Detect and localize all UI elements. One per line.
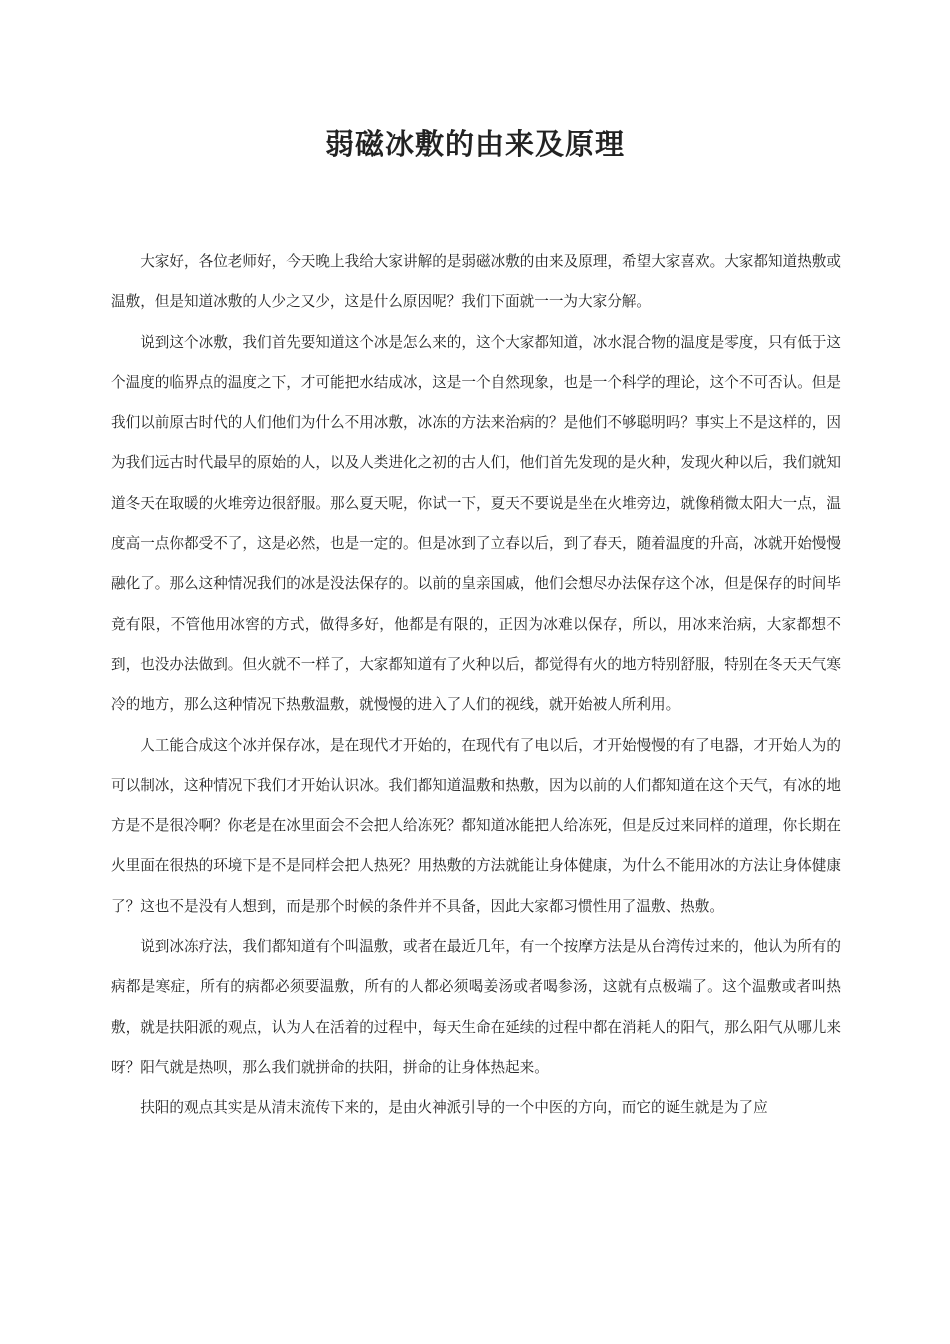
paragraph: 说到这个冰敷，我们首先要知道这个冰是怎么来的，这个大家都知道，冰水混合物的温度是零度，只有低于这个温度的临界点的温度之下，才可能把水结成冰，这是一个自然现象，也是一个科学的理论，这个不可否认。但是我们以前原古时代的人们他们为什么不用冰敷，冰冻的方法来治病的？是他们不够聪明吗？事实上不是这样的，因为我们远古时代最早的原始的人，以及人类进化之初的古人们，他们首先发现的是火种，发现火种以后，我们就知道冬天在取暖的火堆旁边很舒服。那么夏天呢，你试一下，夏天不要说是坐在火堆旁边，就像稍微太阳大一点，温度高一点你都受不了，这是必然，也是一定的。但是冰到了立春以后，到了春天，随着温度的升高，冰就开始慢慢融化了。那么这种情况我们的冰是没法保存的。以前的皇亲国戚，他们会想尽办法保存这个冰，但是保存的时间毕竟有限，不管他用冰窖的方式，做得多好，他都是有限的，正因为冰难以保存，所以，用冰来治病，大家都想不到，也没办法做到。但火就不一样了，大家都知道有了火种以后，都觉得有火的地方特别舒服，特别在冬天天气寒冷的地方，那么这种情况下热敷温敷，就慢慢的进入了人们的视线，就开始被人所利用。 <box>111 333 841 714</box>
paragraph: 说到冰冻疗法，我们都知道有个叫温敷，或者在最近几年，有一个按摩方法是从台湾传过来的，他认为所有的病都是寒症，所有的病都必须要温敷，所有的人都必须喝姜汤或者喝参汤，这就有点极端了。这个温敷或者叫热敷，就是扶阳派的观点，认为人在活着的过程中，每天生命在延续的过程中都在消耗人的阳气，那么阳气从哪儿来呀？阳气就是热呗，那么我们就拼命的扶阳，拼命的让身体热起来。 <box>111 938 841 1076</box>
document-title: 弱磁冰敷的由来及原理 <box>324 127 625 161</box>
paragraph: 扶阳的观点其实是从清末流传下来的，是由火神派引导的一个中医的方向，而它的诞生就是为了应 <box>140 1099 768 1117</box>
paragraph: 大家好，各位老师好，今天晚上我给大家讲解的是弱磁冰敷的由来及原理，希望大家喜欢。大家都知道热敷或温敷，但是知道冰敷的人少之又少，这是什么原因呢？我们下面就一一为大家分解。 <box>111 253 841 311</box>
paragraph: 人工能合成这个冰并保存冰，是在现代才开始的，在现代有了电以后，才开始慢慢的有了电器，才开始人为的可以制冰，这种情况下我们才开始认识冰。我们都知道温敷和热敷，因为以前的人们都知道在这个天气，有冰的地方是不是很冷啊？你老是在冰里面会不会把人给冻死？都知道冰能把人给冻死，但是反过来同样的道理，你长期在火里面在很热的环境下是不是同样会把人热死？用热敷的方法就能让身体健康，为什么不能用冰的方法让身体健康了？这也不是没有人想到，而是那个时候的条件并不具备，因此大家都习惯性用了温敷、热敷。 <box>111 736 841 915</box>
document-body <box>111 242 841 1129</box>
